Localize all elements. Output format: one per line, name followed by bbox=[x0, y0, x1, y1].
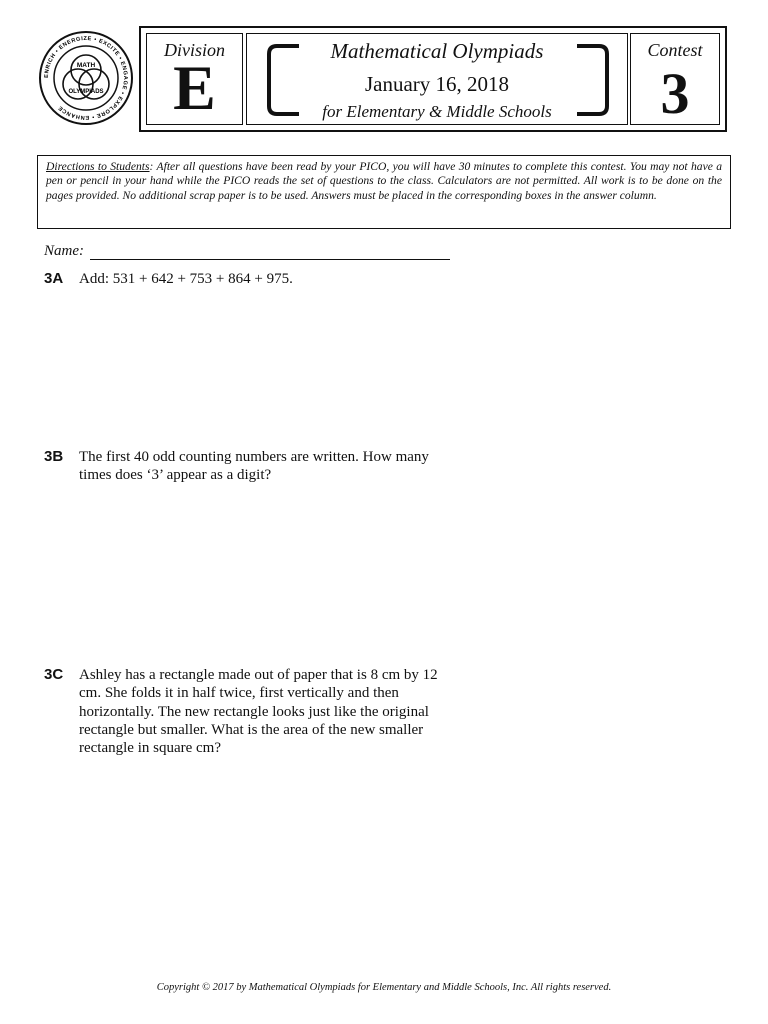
directions-box bbox=[37, 155, 731, 229]
question-text: Add: 531 + 642 + 753 + 864 + 975. bbox=[79, 271, 293, 287]
question-text: The first 40 odd counting numbers are written. How many times does ‘3’ appear as a digit? bbox=[79, 449, 429, 484]
contest-header bbox=[139, 26, 727, 132]
svg-text:ENRICH • ENERGIZE • EXCITE • E bbox=[44, 36, 128, 120]
contest-title: Mathematical Olympiads bbox=[330, 39, 544, 63]
contest-number: 3 bbox=[660, 61, 690, 126]
question-number: 3B bbox=[44, 448, 64, 465]
logo-top-text: MATH bbox=[76, 62, 96, 69]
question-number: 3A bbox=[44, 270, 64, 287]
contest-subtitle: for Elementary & Middle Schools bbox=[322, 102, 552, 121]
title-box bbox=[246, 33, 628, 125]
name-label: Name: bbox=[44, 243, 84, 259]
division-value: E bbox=[173, 52, 216, 123]
contest-label: Contest bbox=[647, 40, 703, 60]
question-text: Ashley has a rectangle made out of paper that is 8 cm by 12 cm. She folds it in half twice, first vertically and then horizontally. The new rectangle looks just like the original rectangle but smaller. What is the area of the new smaller rectangle in square cm? bbox=[79, 667, 438, 757]
division-label: Division bbox=[164, 40, 225, 60]
name-field[interactable] bbox=[90, 259, 450, 260]
logo-bottom-text: OLYMPIADS bbox=[68, 89, 104, 95]
question-number: 3C bbox=[44, 666, 64, 683]
contest-box bbox=[630, 33, 720, 125]
logo-ring-text: ENRICH • ENERGIZE • EXCITE • ENGAGE • EXPLORE • ENHANCE bbox=[43, 35, 129, 121]
contest-date: January 16, 2018 bbox=[364, 72, 510, 96]
division-box bbox=[146, 33, 243, 125]
directions-label: Directions to Students bbox=[46, 160, 150, 173]
math-olympiads-logo bbox=[38, 30, 134, 126]
directions-text: : After all questions have been read by your PICO, you will have 30 minutes to complete this contest. You may not have a pen or pencil in your hand while the PICO reads the set of questions to the class. Calculators are not permitted. All work is to be done on the pages provided. No additional scrap paper is to be used. Answers must be placed in the corresponding boxes in the answer column. bbox=[46, 160, 723, 202]
copyright-notice: Copyright © 2017 by Mathematical Olympiads for Elementary and Middle Schools, Inc. All rights reserved. bbox=[156, 982, 612, 993]
